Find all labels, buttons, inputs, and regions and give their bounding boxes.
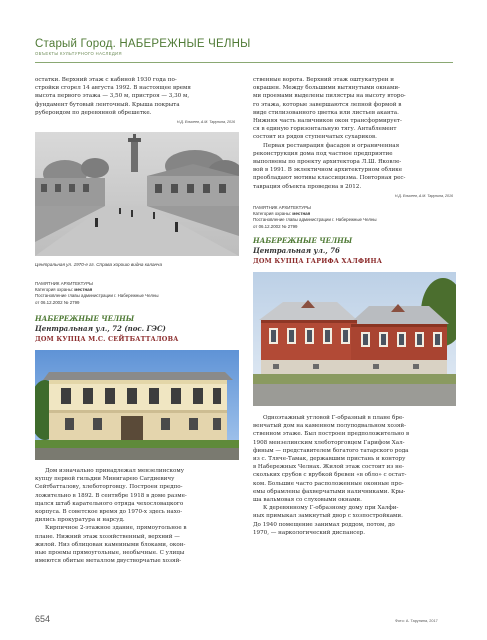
- text-line: 1908 мензелинским хлеботорговцем Гарифом Хал-: [253, 439, 405, 446]
- text-line: ных примыкал замкнутый двор с хозпостройками.: [253, 513, 403, 520]
- text-line: К деревянному Г-образному дому при Халфи-: [263, 505, 399, 512]
- right-top-text: [253, 76, 453, 198]
- house-2-name: ДОМ КУПЦА ГАРИФА ХАЛФИНА: [253, 257, 383, 265]
- text-line: Одноэтажный угловой Г-образный в плане бре-: [263, 415, 405, 421]
- text-line: дились прокуратура и нарсуд.: [35, 517, 125, 524]
- text-line: реконструкция дома под частное предприятие: [253, 150, 393, 157]
- khalfin-house-photo: [253, 272, 456, 406]
- text-line: виде стилизованного цветка или листьев аканта.: [253, 109, 399, 116]
- text-line: остатки. Верхний этаж с кабиной 1930 года по-: [35, 77, 177, 83]
- house-2-city: НАБЕРЕЖНЫЕ ЧЕЛНЫ: [253, 236, 353, 245]
- text-line: фундамент бутовый ленточный. Крыша покрыта: [35, 101, 180, 108]
- text-line: венчатый дом на каменном полуподвальном хозяй-: [253, 423, 407, 430]
- text-line: плане. Нижний этаж хозяйственный, верхний —: [35, 533, 180, 540]
- house-2-heading: [253, 236, 382, 265]
- right-top-paragraph: [253, 76, 453, 191]
- monument-type: ПАМЯТНИК АРХИТЕКТУРЫ: [35, 281, 93, 286]
- page-subtitle: ОБЪЕКТЫ КУЛЬТУРНОГО НАСЛЕДИЯ: [35, 51, 122, 56]
- text-line: 1970, — наркологический диспансер.: [253, 529, 366, 536]
- text-line: из с. Тляче-Тамак, державшим пристань и контору: [253, 456, 406, 463]
- decree-date: от 06.12.2002 № 2799: [35, 299, 80, 305]
- page-number: 654: [35, 614, 51, 624]
- text-line: ственные ворота. Верхний этаж оштукатурен и: [253, 77, 395, 83]
- text-line: рубероидом по деревянной обрешетке.: [35, 109, 152, 116]
- text-line: ми проемами выделены пилястры на высоту второ-: [253, 93, 406, 100]
- text-line: состоит из рядов ступенчатых сухариков.: [253, 134, 377, 141]
- text-line: емы обрамлены фахверчатыми наличниками. Кры-: [253, 488, 406, 495]
- text-line: Кирпичное 2-этажное здание, прямоугольное в: [45, 525, 187, 532]
- text-line: ся в единую горизонтальную тягу. Антаблемент: [253, 126, 397, 133]
- left-top-credit: Н.Д. Еникеев, А.М. Тарунина, 2016: [176, 120, 235, 125]
- text-line: ственном этаже. Был построен предположительно в: [253, 431, 410, 438]
- page-header: [35, 38, 455, 56]
- protection-category: Категория охраны: местная: [253, 211, 311, 217]
- text-line: финым — представителем богатого татарского рода: [253, 447, 409, 454]
- text-line: ные проемы прямоугольные, необычные. С улицы: [35, 550, 185, 557]
- text-line: Нижняя часть наличников окон трансформирует-: [253, 118, 402, 125]
- page-title: Старый Город. НАБЕРЕЖНЫЕ ЧЕЛНЫ: [35, 38, 251, 50]
- text-line: Первая реставрация фасадов и ограниченная: [263, 142, 400, 149]
- decree: Постановление главы администрации г. Набережные Челны: [35, 293, 159, 299]
- text-line: Дом изначально принадлежал мензелинскому: [45, 468, 185, 474]
- right-bottom-paragraph: [253, 414, 453, 537]
- monument-info-2: [253, 205, 377, 230]
- text-line: купцу первой гильдии Минигарею Сагдиевичу: [35, 476, 175, 483]
- left-top-text: [35, 76, 235, 124]
- text-line: ложительно в 1892. В сентябре 1918 в доме разме-: [35, 492, 187, 499]
- photo-credit: Фото: А. Тарунина, 2017: [395, 619, 438, 623]
- text-line: выполнены по проекту архитектора Л.Ш. Яковле-: [253, 159, 402, 166]
- text-line: скольких срубов с врубкой бревен «в обло» с остат-: [253, 472, 407, 479]
- house-1-heading: [35, 314, 179, 343]
- header-divider: [35, 62, 453, 63]
- house-1-address: Центральная ул., 72 (пос. ГЭС): [35, 324, 166, 333]
- text-line: высота первого этажа — 3,50 м, пристроя — 3,30 м,: [35, 93, 190, 100]
- text-line: в Набережных Челнах. Жилой этаж состоит из не-: [253, 464, 405, 471]
- text-line: корпуса. В советское время до 1970-х здесь нахо-: [35, 509, 183, 516]
- text-line: вой в 1991. В эклектичном архитектурном облике: [253, 167, 403, 174]
- right-bottom-text: [253, 414, 453, 537]
- left-bottom-text: [35, 467, 235, 565]
- text-line: ша вальмовая со слуховыми окнами.: [253, 497, 362, 504]
- monument-type: ПАМЯТНИК АРХИТЕКТУРЫ: [253, 205, 311, 210]
- text-line: ком. Большие часто расположенные оконные про-: [253, 480, 404, 487]
- house-2-address: Центральная ул., 76: [253, 246, 340, 255]
- text-line: го этажа, которые завершаются лепной формой в: [253, 101, 402, 108]
- text-line: До 1940 помещение занимал роддом, потом, до: [253, 521, 395, 528]
- historic-photo-caption: Центральная ул. 1970-е гг. Справа хорошо видна каланча: [35, 262, 162, 267]
- protection-category: Категория охраны: местная: [35, 287, 93, 293]
- seitbattalov-house-photo: [35, 350, 239, 460]
- text-line: окрашен. Между большими вытянутыми окнами-: [253, 85, 400, 92]
- historic-street-photo: [35, 132, 239, 256]
- monument-info-1: [35, 281, 159, 306]
- text-line: таврация объекта проведена в 2012.: [253, 183, 362, 190]
- text-line: щался штаб карательного отряда чехословацкого: [35, 500, 184, 507]
- decree-date: от 06.12.2002 № 2799: [253, 223, 298, 229]
- text-line: преобладают мотивы классицизма. Повторная рес-: [253, 175, 406, 182]
- house-1-city: НАБЕРЕЖНЫЕ ЧЕЛНЫ: [35, 314, 135, 323]
- left-bottom-paragraph: [35, 467, 235, 565]
- text-line: стройки сгорел 14 августа 1992. В настоящее время: [35, 85, 191, 92]
- left-top-paragraph: [35, 76, 235, 117]
- text-line: Сейтбатталову, хлеботорговцу. Построен предпо-: [35, 484, 183, 491]
- right-top-credit: Н.Д. Еникеев, А.М. Тарунина, 2016: [394, 193, 453, 198]
- house-1-name: ДОМ КУПЦА М.С. СЕЙТБАТТАЛОВА: [35, 335, 179, 343]
- text-line: имеются обитые металлом двустворчатые хозяй-: [35, 558, 182, 565]
- decree: Постановление главы администрации г. Набережные Челны: [253, 217, 377, 223]
- text-line: жилой. Низ облицован камеиными блоками, окон-: [35, 541, 186, 548]
